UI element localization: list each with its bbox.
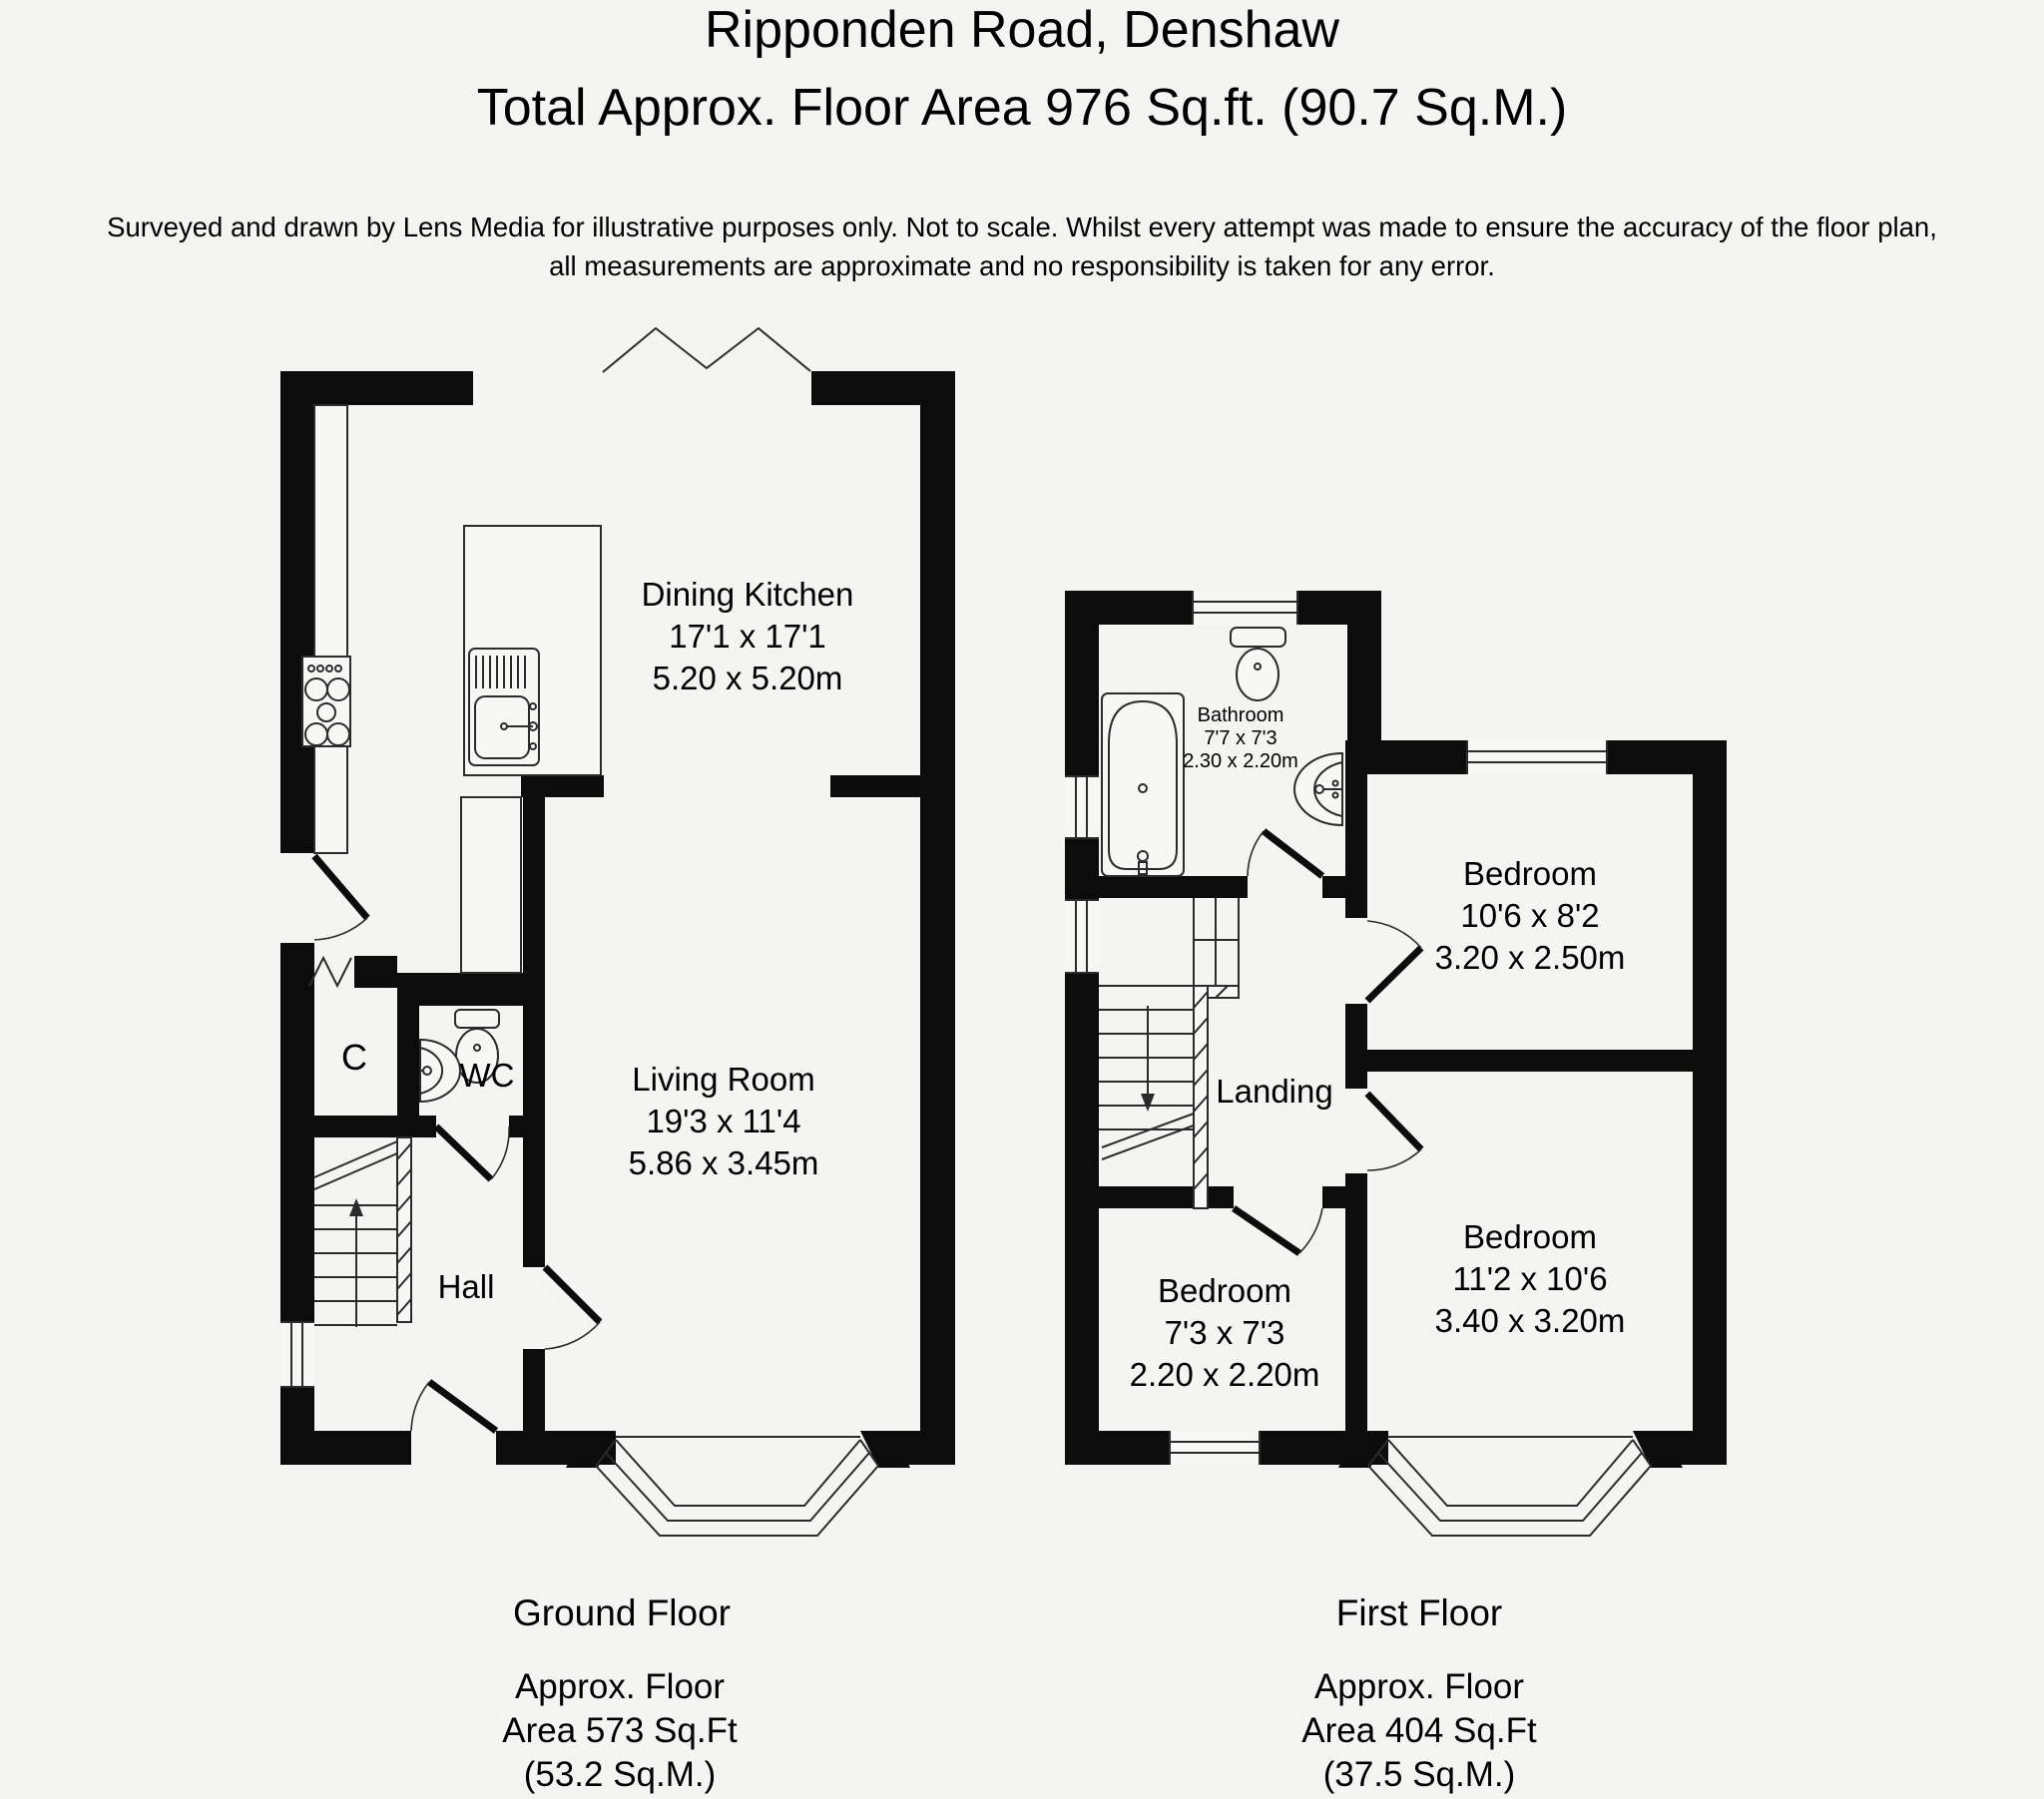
wc-door xyxy=(436,1126,509,1179)
bedroom-small-door xyxy=(1234,1208,1322,1253)
disclaimer-line-2: all measurements are approximate and no responsibility is taken for any error. xyxy=(549,250,1495,281)
disclaimer-line-1: Surveyed and drawn by Lens Media for illustrative purposes only. Not to scale. Whilst every attempt was made to ensure the accuracy of the floor plan, xyxy=(107,212,1937,242)
bedroom-front-size-metric: 3.40 x 3.20m xyxy=(1434,1302,1626,1339)
ff-window-left-lower xyxy=(1065,900,1099,973)
hall-label: Hall xyxy=(437,1268,495,1305)
gf-area-line1: Approx. Floor xyxy=(514,1667,726,1706)
bedroom-small-size-imperial: 7'3 x 7'3 xyxy=(1164,1314,1285,1351)
gf-area-line3: (53.2 Sq.M.) xyxy=(523,1755,717,1794)
kitchen-counter xyxy=(314,405,347,853)
bathroom-size-metric: 2.30 x 2.20m xyxy=(1183,750,1298,772)
side-door xyxy=(314,856,367,940)
bedroom-small-size-metric: 2.20 x 2.20m xyxy=(1129,1356,1320,1393)
basin-symbol xyxy=(420,1040,460,1102)
bay-window xyxy=(596,1437,878,1536)
gf-area-line2: Area 573 Sq.Ft xyxy=(502,1711,738,1750)
sink-symbol xyxy=(469,649,539,765)
bathroom-door xyxy=(1248,831,1322,876)
ff-area-line2: Area 404 Sq.Ft xyxy=(1301,1711,1537,1750)
bedroom-small-label: Bedroom xyxy=(1158,1272,1291,1309)
living-room-door xyxy=(545,1267,600,1349)
basin-symbol-bathroom xyxy=(1294,753,1342,825)
living-room-label: Living Room xyxy=(632,1061,815,1098)
bedroom-rear-size-imperial: 10'6 x 8'2 xyxy=(1460,897,1600,934)
bedroom-rear-label: Bedroom xyxy=(1463,855,1597,892)
dining-kitchen-label: Dining Kitchen xyxy=(641,576,854,613)
ff-area-line1: Approx. Floor xyxy=(1313,1667,1525,1706)
bathroom-size-imperial: 7'7 x 7'3 xyxy=(1204,727,1278,749)
ground-floor-title: Ground Floor xyxy=(513,1592,731,1633)
cupboard-break-zigzag xyxy=(309,958,351,986)
bathroom-label: Bathroom xyxy=(1197,704,1284,726)
dining-kitchen-size-metric: 5.20 x 5.20m xyxy=(652,660,843,696)
total-area-subtitle: Total Approx. Floor Area 976 Sq.ft. (90.7 Sq.M.) xyxy=(476,79,1568,137)
toilet-symbol-bathroom xyxy=(1231,628,1285,700)
living-room-size-metric: 5.86 x 3.45m xyxy=(628,1144,819,1181)
bedroom-front-size-imperial: 11'2 x 10'6 xyxy=(1452,1260,1608,1297)
stairs-down xyxy=(1099,898,1239,1208)
bedroom-rear-door xyxy=(1367,921,1421,1001)
front-door xyxy=(411,1382,496,1431)
first-floor-title: First Floor xyxy=(1335,1592,1503,1633)
bath-symbol xyxy=(1102,693,1184,876)
ground-floor-plan xyxy=(280,328,955,1794)
ff-area-line3: (37.5 Sq.M.) xyxy=(1322,1755,1516,1794)
cupboard-label: C xyxy=(341,1037,367,1078)
ff-window-left-upper xyxy=(1065,776,1099,838)
bay-window-first xyxy=(1368,1437,1651,1536)
ff-window-bedroom-small xyxy=(1170,1431,1260,1465)
bedroom-rear-size-metric: 3.20 x 2.50m xyxy=(1434,939,1626,976)
page-title: Ripponden Road, Denshaw xyxy=(705,1,1339,59)
wc-label: WC xyxy=(459,1057,515,1094)
first-floor-plan xyxy=(1065,591,1727,1794)
stairs-up xyxy=(314,1137,411,1327)
gf-walls xyxy=(280,371,955,1468)
dining-kitchen-size-imperial: 17'1 x 17'1 xyxy=(669,618,826,655)
hob-symbol xyxy=(302,657,350,746)
gf-window-left xyxy=(280,1322,314,1387)
ff-window-bedroom-rear xyxy=(1467,740,1607,774)
bedroom-front-label: Bedroom xyxy=(1463,1218,1597,1255)
living-room-size-imperial: 19'3 x 11'4 xyxy=(646,1103,801,1139)
landing-label: Landing xyxy=(1216,1073,1333,1110)
ff-window-bathroom xyxy=(1193,591,1297,625)
opening-break-zigzag xyxy=(603,328,810,372)
bedroom-front-door xyxy=(1367,1094,1421,1170)
